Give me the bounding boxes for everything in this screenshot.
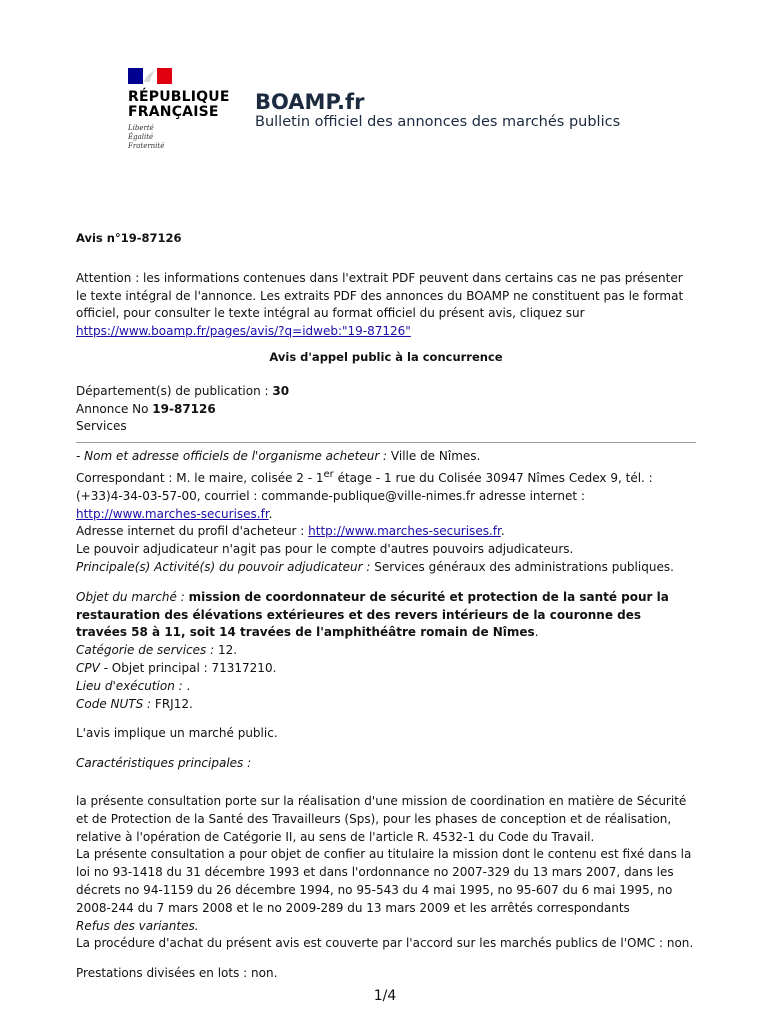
motto-egalite: Égalité [128,133,154,141]
departement-value: 30 [272,383,290,398]
nuts-line [76,696,696,714]
correspondant-text-b: étage - 1 rue du Colisée 30947 Nîmes Cedex 9, tél. : (+33)4-34-03-57-00, courriel : commande-publique@ville-nimes.fr adresse internet : [76,470,653,503]
boamp-avis-link[interactable]: https://www.boamp.fr/pages/avis/?q=idweb:"19-87126" [76,324,411,339]
correspondant-line: Correspondant : M. le maire, colisée 2 - 1er étage - 1 rue du Colisée 30947 Nîmes Cedex 9, tél. : (+33)4-34-03-57-00, courriel : commande-publique@ville-nimes.fr adresse internet : http://www.marches-securises.fr. [76,468,653,521]
correspondant-text-a: Correspondant : M. le maire, colisée 2 - 1 [76,470,324,485]
spacer [76,743,696,755]
nuts-value: FRJ12. [154,696,193,711]
boamp-brand [255,90,620,131]
annonce-line [76,401,696,419]
departement-line [76,383,696,401]
rf-line-1: RÉPUBLIQUE [128,89,230,105]
categorie-value: 12. [217,643,238,658]
profil-acheteur-link[interactable]: http://www.marches-securises.fr [308,524,501,539]
devise [128,124,164,151]
spacer [76,577,696,589]
caracteristiques-label: Caractéristiques principales : [76,756,252,771]
lieu-line [76,678,696,696]
organisme-value: Ville de Nîmes. [390,449,481,464]
description-paragraph-2: La présente consultation a pour objet de confier au titulaire la mission dont le contenu est fixé dans la loi no 93-1418 du 31 décembre 1993 et dans l'ordonnance no 2007-329 du 13 mars 2007, dans les décrets no 94-1159 du 26 décembre 1994, no 95-543 du 4 mai 1995, no 95-607 du 6 mai 1995, no 2008-244 du 7 mars 2008 et le no 2009-289 du 13 mars 2009 et les arrêtés correspondants [76,847,692,915]
activite-value: Services généraux des administrations publiques. [374,559,674,574]
organisme-label: - Nom et adresse officiels de l'organisme acheteur : [76,449,391,464]
attention-text: Attention : les informations contenues dans l'extrait PDF peuvent dans certains cas ne pas présenter le texte intégral de l'annonce. Les extraits PDF des annonces du BOAMP ne constituent pas le format officiel, pour consulter le texte intégral au format officiel du présent avis, cliquez sur [76,270,684,321]
avis-number: Avis n°19-87126 [76,231,182,245]
type-line: Services [76,419,127,434]
omc-line: La procédure d'achat du présent avis est couverte par l'accord sur les marchés publics de l'OMC : non. [76,936,694,951]
republique-francaise-logo [128,90,230,120]
annonce-value: 19-87126 [152,401,216,416]
marianne-flag-icon [128,68,172,84]
pouvoir-line: Le pouvoir adjudicateur n'agit pas pour le compte d'autres pouvoirs adjudicateurs. [76,542,574,557]
spacer [76,713,696,725]
spacer [76,785,696,793]
variantes-line: Refus des variantes. [76,918,199,933]
profil-label: Adresse internet du profil d'acheteur : [76,524,309,539]
annonce-label: Annonce No [76,401,153,416]
activite-label: Principale(s) Activité(s) du pouvoir adjudicateur : [76,559,375,574]
departement-label: Département(s) de publication : [76,383,273,398]
cpv-label: CPV - [76,660,112,675]
categorie-line [76,642,696,660]
marches-securises-link[interactable]: http://www.marches-securises.fr [76,506,269,521]
objet-label: Objet du marché : [76,589,189,604]
boamp-subtitle: Bulletin officiel des annonces des marchés publics [255,114,621,130]
organisme-line [76,448,696,466]
lieu-label: Lieu d'exécution : [76,678,187,693]
rf-line-2: FRANÇAISE [128,104,219,120]
cpv-line [76,660,696,678]
categorie-label: Catégorie de services : [76,643,218,658]
nuts-label: Code NUTS : [76,696,155,711]
objet-line: Objet du marché : mission de coordonnateur de sécurité et protection de la santé pour la restauration des élévations extérieures et des revers intérieurs de la couronne des travées 58 à 11, soit 14 travées de l'amphithéâtre romain de Nîmes. [76,589,669,640]
profil-line: Adresse internet du profil d'acheteur : http://www.marches-securises.fr. [76,524,505,539]
objet-value: mission de coordonnateur de sécurité et protection de la santé pour la restauration des élévations extérieures et des revers intérieurs de la couronne des travées 58 à 11, soit 14 travées de l'amphithéâtre romain de Nîmes [76,589,669,640]
page-number: 1/4 [373,988,397,1004]
document-body [76,230,696,983]
boamp-title: BOAMP.fr [255,90,365,114]
cpv-value: Objet principal : 71317210. [111,660,277,675]
implique-line: L'avis implique un marché public. [76,726,278,741]
attention-notice [76,270,696,341]
lots-line: Prestations divisées en lots : non. [76,966,278,981]
header [128,68,648,158]
document-title: Avis d'appel public à la concurrence [269,349,503,364]
divider [76,442,696,443]
motto-fraternite: Fraternité [128,142,165,150]
description-paragraph-1: la présente consultation porte sur la réalisation d'une mission de coordination en matière de Sécurité et de Protection de la Santé des Travailleurs (Sps), pour les phases de conception et de réalisation, relative à l'opération de Catégorie II, au sens de l'article R. 4532-1 du Code du Travail. [76,793,687,844]
motto-liberte: Liberté [128,124,154,132]
spacer [76,773,696,785]
spacer [76,953,696,965]
correspondant-sup: er [323,468,334,480]
activite-line [76,559,696,577]
lieu-value: . [186,678,191,693]
